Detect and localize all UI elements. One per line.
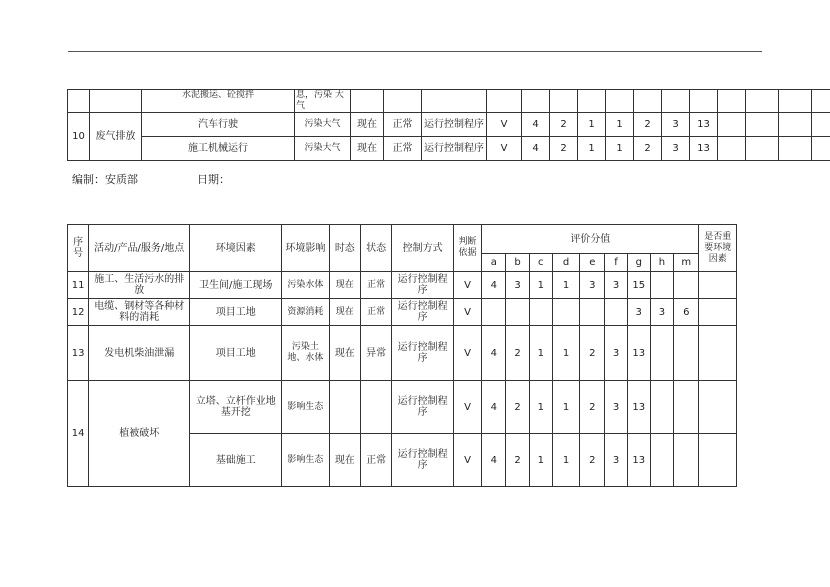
time-cell: 现在 (329, 299, 360, 326)
header-time: 时态 (329, 225, 360, 272)
score-e: 2 (580, 381, 605, 434)
time-cell: 现在 (329, 272, 360, 299)
header-letter: b (506, 254, 529, 272)
header-state: 状态 (360, 225, 391, 272)
state-cell: 正常 (360, 299, 391, 326)
top-table (67, 89, 830, 161)
basis-cell: V (453, 381, 481, 434)
control-cell: 运行控制程序 (392, 434, 454, 487)
score-e: 3 (580, 272, 605, 299)
no-cell: 14 (68, 381, 89, 487)
header-letter: g (627, 254, 650, 272)
editor-label: 编制：安质部 (72, 173, 138, 186)
header-letter: d (552, 254, 579, 272)
factor-cell: 项目工地 (190, 326, 282, 381)
score-f: 3 (605, 272, 627, 299)
header-letter: m (674, 254, 699, 272)
score-e: 2 (634, 137, 662, 161)
date-label: 日期： (197, 173, 230, 186)
factor-cell: 水泥搬运、砼搅拌 (142, 90, 295, 113)
score-g: 13 (627, 381, 650, 434)
table-row (68, 326, 737, 381)
header-letter: c (529, 254, 552, 272)
score-c: 1 (529, 272, 552, 299)
score-f: 3 (662, 113, 690, 137)
score-h: 3 (650, 299, 673, 326)
time-cell: 现在 (351, 113, 384, 137)
score-a: 4 (482, 434, 506, 487)
score-b: 2 (506, 381, 529, 434)
table-row (68, 272, 737, 299)
no-cell: 13 (68, 326, 89, 381)
factor-cell: 基础施工 (190, 434, 282, 487)
header-rule (68, 51, 762, 52)
score-f: 3 (605, 434, 627, 487)
score-e: 2 (634, 113, 662, 137)
score-f: 3 (662, 137, 690, 161)
no-cell: 11 (68, 272, 89, 299)
impact-cell: 影响生态 (282, 381, 329, 434)
header-no: 序号 (68, 225, 89, 272)
score-b: 2 (550, 137, 578, 161)
impact-cell: 影响生态 (282, 434, 329, 487)
main-table (67, 224, 737, 487)
impact-cell: 污染大气 (295, 113, 351, 137)
table-row (68, 90, 830, 113)
score-c: 1 (529, 326, 552, 381)
score-d: 1 (552, 272, 579, 299)
state-cell: 正常 (360, 434, 391, 487)
header-letter: e (580, 254, 605, 272)
score-e: 2 (580, 434, 605, 487)
score-e: 2 (580, 326, 605, 381)
score-g: 13 (627, 326, 650, 381)
score-f: 3 (605, 381, 627, 434)
header-score: 评价分值 (482, 225, 699, 254)
table-row (68, 299, 737, 326)
header-letter: a (482, 254, 506, 272)
basis-cell: V (487, 137, 522, 161)
score-d: 1 (606, 137, 634, 161)
header-factor: 环境因素 (190, 225, 282, 272)
header-letter: f (605, 254, 627, 272)
score-a: 4 (482, 326, 506, 381)
score-g: 3 (627, 299, 650, 326)
score-c: 1 (578, 113, 606, 137)
factor-cell: 立塔、立杆作业地基开挖 (190, 381, 282, 434)
control-cell: 运行控制程序 (392, 381, 454, 434)
score-a: 4 (482, 272, 506, 299)
score-c: 1 (578, 137, 606, 161)
score-m: 6 (674, 299, 699, 326)
impact-cell: 息，污染 大气 (295, 90, 351, 113)
header-control: 控制方式 (392, 225, 454, 272)
basis-cell: V (487, 113, 522, 137)
table-row (68, 113, 830, 137)
score-d: 1 (552, 381, 579, 434)
activity-cell: 发电机柴油泄漏 (89, 326, 190, 381)
score-g: 15 (627, 272, 650, 299)
score-b: 2 (506, 326, 529, 381)
header-basis: 判断依据 (453, 225, 481, 272)
control-cell: 运行控制程序 (422, 137, 487, 161)
score-c: 1 (529, 434, 552, 487)
state-cell: 异常 (360, 326, 391, 381)
time-cell: 现在 (329, 434, 360, 487)
table-row (68, 381, 737, 434)
activity-cell: 施工、生活污水的排放 (89, 272, 190, 299)
table-row (68, 137, 830, 161)
factor-cell: 项目工地 (190, 299, 282, 326)
activity-cell: 植被破坏 (89, 381, 190, 487)
score-d: 1 (552, 326, 579, 381)
score-g: 13 (627, 434, 650, 487)
no-cell: 10 (68, 113, 90, 161)
score-b: 2 (550, 113, 578, 137)
control-cell: 运行控制程序 (392, 299, 454, 326)
basis-cell: V (453, 272, 481, 299)
impact-cell: 污染水体 (282, 272, 329, 299)
time-cell: 现在 (351, 137, 384, 161)
factor-cell: 卫生间/施工现场 (190, 272, 282, 299)
score-d: 1 (606, 113, 634, 137)
control-cell: 运行控制程序 (392, 326, 454, 381)
score-g: 13 (690, 113, 718, 137)
impact-cell: 污染土地、水体 (282, 326, 329, 381)
state-cell: 正常 (360, 272, 391, 299)
state-cell: 正常 (384, 113, 422, 137)
factor-cell: 施工机械运行 (142, 137, 295, 161)
score-a: 4 (522, 137, 550, 161)
basis-cell: V (453, 434, 481, 487)
header-impact: 环境影响 (282, 225, 329, 272)
score-g: 13 (690, 137, 718, 161)
header-important: 是否重要环境因素 (699, 225, 737, 272)
footer-line (72, 171, 230, 187)
control-cell: 运行控制程序 (392, 272, 454, 299)
activity-cell: 废气排放 (90, 113, 142, 161)
factor-cell: 汽车行驶 (142, 113, 295, 137)
score-b: 2 (506, 434, 529, 487)
header-activity: 活动/产品/服务/地点 (89, 225, 190, 272)
state-cell: 正常 (384, 137, 422, 161)
score-d: 1 (552, 434, 579, 487)
score-c: 1 (529, 381, 552, 434)
score-a: 4 (482, 381, 506, 434)
header-row (68, 225, 737, 254)
basis-cell: V (453, 299, 481, 326)
activity-cell: 电缆、钢材等各种材料的消耗 (89, 299, 190, 326)
impact-cell: 资源消耗 (282, 299, 329, 326)
score-f: 3 (605, 326, 627, 381)
control-cell: 运行控制程序 (422, 113, 487, 137)
header-letter: h (650, 254, 673, 272)
score-b: 3 (506, 272, 529, 299)
no-cell: 12 (68, 299, 89, 326)
score-a: 4 (522, 113, 550, 137)
impact-cell: 污染大气 (295, 137, 351, 161)
basis-cell: V (453, 326, 481, 381)
time-cell: 现在 (329, 326, 360, 381)
